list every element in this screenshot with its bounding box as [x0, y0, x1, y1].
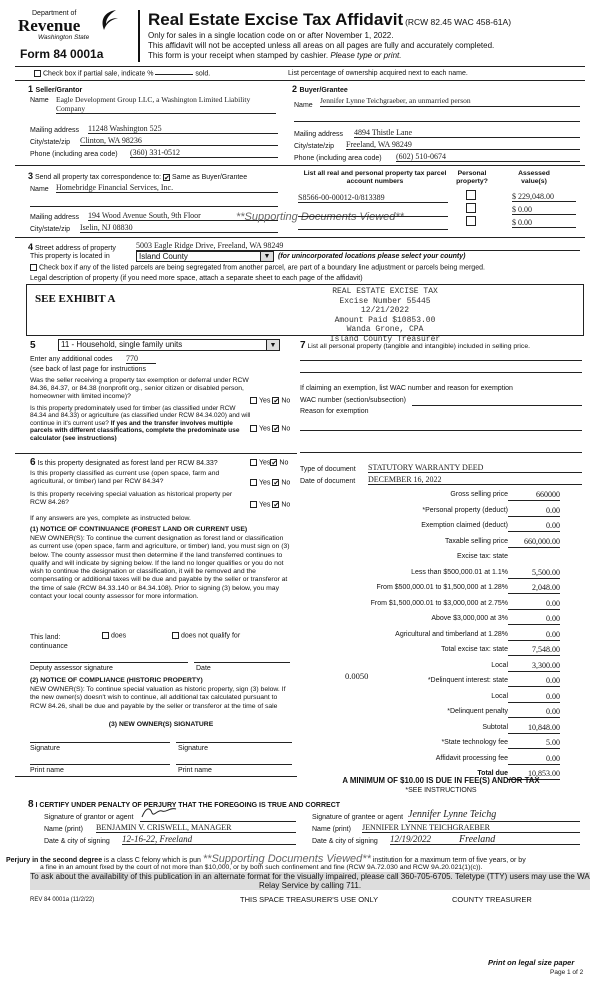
q-historic-yes[interactable] [250, 501, 257, 508]
personal-col-header: Personal property? [456, 170, 488, 185]
doc-type-label: Type of document [300, 466, 356, 473]
tax-row-value[interactable]: 0.00 [546, 598, 560, 608]
grantee-city-value: Freeland [458, 834, 496, 845]
seller-heading: 1 Seller/Grantor [28, 84, 83, 94]
tax-row-underline [508, 748, 560, 749]
grantor-signature-scribble-icon [140, 805, 180, 819]
rule [30, 662, 188, 663]
grantee-date-value: 12/19/2022 [390, 834, 432, 844]
tax-row-label: *Delinquent interest: state [427, 677, 508, 684]
tax-row-underline [508, 500, 560, 501]
tax-row-underline [508, 547, 560, 548]
grantor-date-label: Date & city of signing [44, 838, 110, 845]
tax-row-value[interactable]: 0.00 [546, 629, 560, 639]
tax-row-value[interactable]: 7,548.00 [532, 645, 560, 654]
tax-row-label: From $1,500,000.01 to $3,000,000 at 2.75% [370, 599, 508, 607]
tax-row-label: *Personal property (deduct) [422, 506, 508, 514]
corr-address-label: Mailing address [30, 214, 80, 221]
wac-number-field[interactable] [412, 398, 582, 406]
county-treasurer: COUNTY TREASURER [452, 895, 532, 904]
assessed-value-1[interactable]: $ 229,048.00 [512, 192, 576, 202]
does-option: does [102, 632, 126, 640]
owner-signature-label-1: Signature [30, 745, 60, 752]
county-select-value: Island County [139, 252, 188, 261]
tax-row-value[interactable]: 0.00 [546, 691, 560, 701]
tax-row-value[interactable]: 0.00 [546, 614, 560, 623]
tax-row-value[interactable]: 0.00 [546, 753, 560, 763]
grantor-name-field[interactable]: BENJAMIN V. CRISWELL, MANAGER [96, 823, 296, 833]
tax-row-value[interactable]: 10,853.00 [528, 769, 560, 778]
grantee-signature-label: Signature of grantee or agent [312, 814, 404, 821]
q-historic-text: Is this property receiving special valuation as historical property per RCW 84.26? [30, 491, 233, 506]
seller-name-field[interactable]: Eagle Development Group LLC, a Washington Limited Liability Company [56, 95, 276, 114]
supporting-docs-watermark: **Supporting Documents Viewed** [236, 211, 404, 223]
use-code-select[interactable] [58, 339, 280, 351]
if-yes-note: If any answers are yes, complete as instructed below. [30, 515, 191, 522]
q-forest-text: 6 Is this property designated as forest land per RCW 84.33? [30, 457, 218, 468]
grantee-name-label: Name (print) [312, 826, 351, 833]
header-divider [138, 10, 140, 62]
tax-row-label: Local [491, 692, 508, 700]
header-note1: Only for sales in a single location code on or after November 1, 2022. [148, 31, 394, 40]
minimum-due-note: A MINIMUM OF $10.00 IS DUE IN FEE(S) AND/OR TAX [342, 776, 540, 785]
agency-name: Revenue [18, 16, 81, 36]
corr-city-field[interactable]: Iselin, NJ 08830 [80, 223, 278, 233]
parcel-number-3[interactable] [298, 219, 448, 230]
buyer-address-field[interactable]: 4894 Thistle Lane [354, 128, 580, 138]
revision-number: REV 84 0001a (11/2/22) [30, 897, 95, 903]
tax-row-value[interactable]: 0.00 [546, 505, 560, 515]
rule [15, 453, 297, 454]
q-current-use-yes[interactable] [250, 479, 257, 486]
grantor-name-label: Name (print) [44, 826, 83, 833]
reason-exemption-label: Reason for exemption [300, 408, 369, 415]
street-address-field[interactable]: 5003 Eagle Ridge Drive, Freeland, WA 98249 [136, 241, 580, 251]
doc-date-field[interactable]: DECEMBER 16, 2022 [368, 475, 582, 485]
q-historic-no[interactable]: ✔ [273, 502, 280, 509]
rule [30, 206, 278, 207]
continuance-label: continuance [30, 643, 68, 650]
form-title: Real Estate Excise Tax Affidavit [148, 10, 404, 29]
rule [15, 165, 585, 166]
form-number: Form 84 0001a [20, 47, 104, 61]
tax-row-underline [508, 702, 560, 703]
perjury-line-2: a fine in an amount fixed by the court of not more than $10,000, or by both such confinement and fine (RCW 9A.72.030 and RCW 9A.20.021(1)(c)). [40, 864, 483, 871]
tax-row-label: Total excise tax: state [441, 646, 508, 653]
agency-line1: Department of [32, 10, 77, 17]
wac-number-label: WAC number (section/subsection) [300, 397, 406, 404]
chevron-down-icon[interactable]: ▼ [266, 340, 279, 350]
notice3-title: (3) NEW OWNER(S) SIGNATURE [108, 721, 214, 728]
additional-codes-note: (see back of last page for instructions [30, 366, 146, 373]
seller-address-field[interactable]: 11248 Washington 525 [88, 124, 278, 134]
tax-row-label: Subtotal [482, 723, 508, 731]
tax-row-value[interactable]: 0.00 [546, 676, 560, 685]
additional-codes-label: Enter any additional codes [30, 356, 113, 363]
segregated-row: Check box if any of the listed parcels are being segregated from another parcel, are part of a boundary line adjustment or parcels being merged. [30, 264, 485, 272]
notice1-body: NEW OWNER(S): To continue the current designation as forest land or classification as current use (open space, farm and agriculture, or timber) land, you must sign on (3) below. The county assessor must then determine if the land transferred continues to qualify and will indicate by signing below. If the land no longer qualifies or you do not wish to continue the designation or classification, it will be removed and the compensating or additional taxes will be due and payable by the seller or transferor at the time of sale (RCW 84.33.140 or 84.34.108). Prior to signing (3) below, you may contact your local county assessor for more information. [30, 535, 290, 601]
tax-row-label: From $500,000.01 to $1,500,000 at 1.28% [376, 584, 508, 591]
grantee-name-field[interactable]: JENNIFER LYNNE TEICHGRAEBER [362, 823, 580, 833]
buyer-city-label: City/state/zip [294, 143, 335, 150]
rule [15, 80, 585, 81]
located-in-label: This property is located in [30, 253, 110, 260]
tax-row-value[interactable]: 10,848.00 [528, 722, 560, 732]
tax-row-label: Above $3,000,000 at 3% [431, 615, 508, 622]
rule [194, 662, 290, 663]
tax-row-underline [508, 624, 560, 625]
tax-row-value[interactable]: 3,300.00 [532, 660, 560, 670]
certify-heading: 8 I CERTIFY UNDER PENALTY OF PERJURY THAT THE FOREGOING IS TRUE AND CORRECT [28, 799, 341, 810]
buyer-phone-label: Phone (including area code) [294, 155, 382, 162]
rule [176, 764, 292, 765]
ownership-note: List percentage of ownership acquired next to each name. [288, 70, 468, 77]
corr-city-label: City/state/zip [30, 226, 71, 233]
grantee-signature-field[interactable]: Jennifer Lynne Teichg [408, 809, 580, 822]
buyer-name-field[interactable]: Jennifer Lynne Teichgraeber, an unmarried person [320, 97, 580, 107]
rule [15, 237, 585, 238]
tax-row-value[interactable]: 660000 [536, 490, 560, 499]
legal-description-label: Legal description of property (if you need more space, attach a separate sheet to each page of the affidavit) [30, 275, 363, 282]
does-not-checkbox[interactable] [172, 632, 179, 639]
personal-property-checkbox-2[interactable] [466, 203, 476, 216]
tax-row-underline [508, 593, 560, 594]
located-note: (for unincorporated locations please select your county) [278, 253, 466, 260]
seller-phone-label: Phone (including area code) [30, 151, 118, 158]
tax-row-label: *State technology fee [441, 739, 508, 746]
legal-description-text: SEE EXHIBIT A [35, 293, 116, 305]
owner-print-label-2: Print name [178, 767, 212, 774]
use-code-value: 11 - Household, single family units [61, 340, 183, 349]
notice2-title: (2) NOTICE OF COMPLIANCE (HISTORIC PROPERTY) [30, 677, 203, 684]
tax-row-label: Agricultural and timberland at 1.28% [395, 630, 508, 638]
personal-property-checkbox-1[interactable] [466, 190, 476, 203]
q-exemption-yes[interactable] [250, 397, 257, 404]
exemption-label: If claiming an exemption, list WAC number and reason for exemption [300, 385, 513, 392]
tax-row-value[interactable]: 0.00 [546, 521, 560, 530]
tax-row-label: Affidavit processing fee [435, 754, 508, 762]
buyer-heading: 2 Buyer/Grantee [292, 84, 348, 94]
q-exemption-no[interactable]: ✔ [273, 398, 280, 405]
grantee-date-label: Date & city of signing [312, 838, 378, 845]
q-current-use-no[interactable]: ✔ [273, 480, 280, 487]
see-instructions-note: *SEE INSTRUCTIONS [405, 787, 477, 794]
tax-row-value[interactable]: 660,000.00 [524, 536, 560, 546]
buyer-name-label: Name [294, 102, 313, 109]
buyer-address-label: Mailing address [294, 131, 344, 138]
tax-row-label: Taxable selling price [444, 537, 508, 545]
seller-phone-field[interactable]: (360) 331-0512 [130, 148, 278, 158]
stamp-line2: Excise Number 55445 [339, 296, 431, 306]
tax-row-label: Gross selling price [450, 491, 508, 498]
header-bottom-rule [15, 66, 585, 67]
rule [300, 452, 582, 453]
grantor-signature-field[interactable] [140, 813, 296, 822]
assessed-value-2[interactable]: $ 0.00 [512, 205, 576, 215]
header-note3: This form is your receipt when stamped by cashier. Please type or print. [148, 51, 402, 60]
buyer-phone-field[interactable]: (602) 510-0674 [396, 152, 580, 162]
tax-row-underline [508, 717, 560, 718]
tax-row-underline [508, 531, 560, 532]
corr-address-field[interactable]: 194 Wood Avenue South, 9th Floor [88, 211, 278, 221]
same-as-buyer-checkbox[interactable]: ✔ [164, 174, 170, 182]
tax-row-underline [508, 516, 560, 517]
personal-property-checkbox-3[interactable] [466, 216, 476, 229]
rule [300, 360, 582, 361]
assessed-value-3[interactable]: $ 0.00 [512, 218, 576, 228]
grantor-signature-label: Signature of grantor or agent [44, 814, 134, 821]
rule [30, 742, 170, 743]
q-current-use-answer: Yes ✔ No [250, 479, 290, 487]
legal-size-note: Print on legal size paper [488, 958, 575, 967]
seller-city-label: City/state/zip [30, 139, 71, 146]
rule [300, 372, 582, 373]
rule [300, 430, 582, 431]
seller-city-field[interactable]: Clinton, WA 98236 [80, 136, 278, 146]
q-timber-answer: Yes ✔ No [250, 425, 290, 433]
additional-codes-field[interactable]: 770 [126, 354, 156, 364]
form-statute: (RCW 82.45 WAC 458-61A) [405, 17, 512, 27]
agency-logo [18, 10, 128, 42]
doc-date-label: Date of document [300, 478, 356, 485]
corr-name-label: Name [30, 186, 49, 193]
parcel-number-2[interactable] [298, 206, 448, 217]
street-address-row: 4 Street address of property [28, 242, 116, 252]
corr-name-field[interactable]: Homebridge Financial Services, Inc. [56, 183, 278, 193]
q-timber-yes[interactable] [250, 425, 257, 432]
tax-row-underline [508, 764, 560, 765]
perjury-line: Perjury in the second degree is a class C felony which is pun **Supporting Documents Viewed** institution for a maximum term of five years, or by [6, 853, 526, 865]
header-note2: This affidavit will not be accepted unless all areas on all pages are fully and accurately completed. [148, 41, 495, 50]
notice1-title: (1) NOTICE OF CONTINUANCE (FOREST LAND OR CURRENT USE) [30, 526, 248, 533]
q-exemption-text: Was the seller receiving a property tax exemption or deferral under RCW 84.36, 84.37, or 84.38 (nonprofit org., senior citizen or disabled person, homeowner with limited income)? [30, 377, 249, 400]
partial-sale-row: Check box if partial sale, indicate % sold. [34, 70, 210, 78]
agency-line3: Washington State [38, 34, 90, 42]
rule [30, 764, 170, 765]
tax-row-underline [508, 733, 560, 734]
partial-sale-percent-field[interactable] [155, 74, 193, 75]
personal-property-heading: 7 List all personal property (tangible and intangible) included in selling price. [300, 340, 530, 351]
alt-format-note: To ask about the availability of this publication in an alternate format for the visually impaired, please call 360-705-6705. Teletype (TTY) users may use the WA Relay Service by calling 711. [30, 872, 590, 890]
stamp-line1: REAL ESTATE EXCISE TAX [332, 287, 438, 296]
county-select[interactable] [136, 251, 274, 262]
parcel-number-1[interactable]: S8566-00-00012-0/813389 [298, 193, 448, 203]
notice2-body: NEW OWNER(S): To continue special valuation as historic property, sign (3) below. If the new owner(s) doesn't wish to continue, all additional tax calculated pursuant to RCW 84.26, shall be due and payable by the seller or transferor at the time of sale [30, 686, 286, 710]
tax-row-underline [508, 578, 560, 579]
q-forest-answer: Yes✔ No [250, 459, 288, 467]
segregated-checkbox[interactable] [30, 264, 37, 271]
seller-name-label: Name [30, 97, 49, 104]
tax-row-label: Excise tax: state [457, 553, 508, 560]
treasurer-use-only: THIS SPACE TREASURER'S USE ONLY [240, 895, 379, 904]
grantor-date-field[interactable]: 12-16-22, Freeland [122, 834, 296, 845]
assessed-col-header: Assessed value(s) [518, 170, 550, 185]
rule [176, 742, 292, 743]
tax-row-value[interactable]: 5,500.00 [532, 567, 560, 577]
local-rate: 0.0050 [345, 671, 369, 681]
tax-row-value[interactable]: 5.00 [546, 738, 560, 747]
tax-row-underline [508, 686, 560, 687]
stamp-line6: Island County Treasurer [329, 334, 441, 344]
treasurer-stamp [300, 287, 470, 344]
form-title-row [148, 10, 511, 30]
section5-number: 5 [30, 340, 36, 351]
does-checkbox[interactable] [102, 632, 109, 639]
deputy-signature-label: Deputy assessor signature [30, 665, 113, 672]
chevron-down-icon[interactable]: ▼ [260, 252, 273, 261]
q-forest-yes[interactable] [250, 459, 257, 466]
q-timber-no[interactable]: ✔ [273, 426, 280, 433]
tax-row-underline [508, 655, 560, 656]
tax-row-label: Total due [477, 770, 508, 777]
stamp-line5: Wanda Grone, CPA [346, 325, 424, 334]
page-number: Page 1 of 2 [550, 969, 584, 976]
q-historic-answer: Yes ✔ No [250, 501, 290, 509]
this-land-label: This land: [30, 634, 61, 641]
tax-row-label: *Delinquent penalty [447, 708, 508, 715]
seller-address-label: Mailing address [30, 127, 80, 134]
partial-sale-checkbox[interactable] [34, 70, 41, 77]
doc-type-field[interactable]: STATUTORY WARRANTY DEED [368, 463, 582, 473]
q-forest-no[interactable]: ✔ [271, 460, 278, 467]
q-exemption-answer: Yes ✔ No [250, 397, 290, 405]
parcel-col-header: List all real and personal property tax parcel account numbers [303, 170, 447, 185]
tax-row-label: Less than $500,000.01 at 1.1% [411, 568, 508, 576]
q-timber-text: Is this property predominately used for timber (as classified under RCW 84.34 and 84.33) or agriculture (as classified under RCW 84.34.020) and will continue in it's current use? If yes and the transfer involves multiple parcels with different classifications, complete the predominate use calculator (see instructions) [30, 405, 251, 442]
tax-row-value[interactable]: 2,048.00 [532, 583, 560, 592]
correspondence-heading: 3 Send all property tax correspondence to: ✔ Same as Buyer/Grantee [28, 171, 248, 182]
washington-logo-icon [98, 8, 120, 34]
tax-row-label: Exemption claimed (deduct) [421, 522, 508, 529]
stamp-line3: 12/21/2022 [360, 306, 409, 315]
tax-row-underline [508, 640, 560, 641]
rule [294, 121, 580, 122]
owner-signature-label-2: Signature [178, 745, 208, 752]
rule [15, 776, 297, 777]
tax-row-label: Local [491, 661, 508, 669]
owner-print-label-1: Print name [30, 767, 64, 774]
stamp-line4: Amount Paid $10853.00 [334, 315, 436, 325]
grantee-date-field[interactable] [390, 834, 580, 845]
tax-row-underline [508, 671, 560, 672]
deputy-date-label: Date [196, 665, 211, 672]
tax-row-value[interactable]: 0.00 [546, 707, 560, 716]
tax-row-underline [508, 609, 560, 610]
does-not-option: does not qualify for [172, 632, 240, 640]
q-current-use-text: Is this property classified as current use (open space, farm and agricultural, or timber) land per RCW 84.34? [30, 470, 220, 485]
buyer-city-field[interactable]: Freeland, WA 98249 [346, 140, 580, 150]
